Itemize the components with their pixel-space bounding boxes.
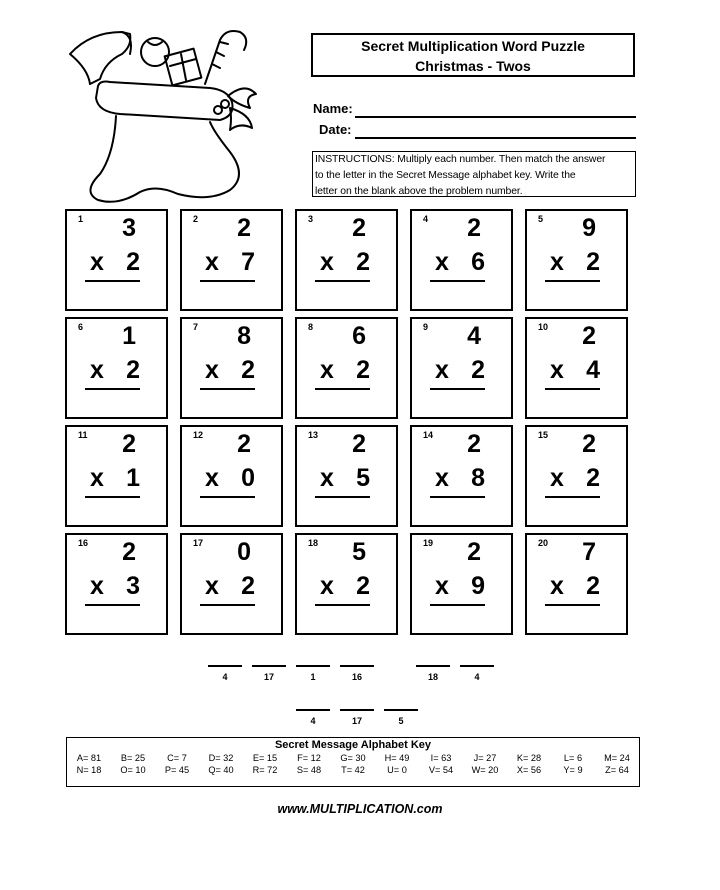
multiply-sign: x	[435, 248, 449, 276]
alphabet-key-entry: Z= 64	[605, 765, 629, 775]
alphabet-key-entry: R= 72	[252, 765, 278, 775]
multiply-sign: x	[205, 356, 219, 384]
problem-multiplicand: 4	[467, 322, 481, 350]
problem-cell[interactable]	[295, 317, 398, 419]
message-blank[interactable]: 17	[340, 709, 374, 726]
problem-number: 18	[308, 538, 319, 548]
instructions-line: to the letter in the Secret Message alphabet key. Write the	[315, 170, 576, 181]
problem-multiplier: 2	[126, 356, 140, 384]
alphabet-key-entry: X= 56	[516, 765, 542, 775]
message-blank[interactable]: 5	[384, 709, 418, 726]
problem-cell[interactable]	[295, 209, 398, 311]
answer-line[interactable]	[200, 280, 255, 282]
multiply-sign: x	[205, 464, 219, 492]
multiply-sign: x	[550, 248, 564, 276]
alphabet-key-entry: G= 30	[340, 753, 366, 763]
problem-cell[interactable]	[525, 317, 628, 419]
answer-line[interactable]	[200, 388, 255, 390]
problem-cell[interactable]	[410, 209, 513, 311]
problem-multiplicand: 2	[352, 430, 366, 458]
problem-multiplicand: 2	[237, 214, 251, 242]
problem-multiplier-row	[320, 248, 370, 277]
problem-number: 1	[78, 214, 84, 224]
problem-multiplier-row	[435, 248, 485, 277]
problem-multiplier: 3	[126, 572, 140, 600]
message-blank[interactable]: 1	[296, 665, 330, 682]
problem-cell[interactable]	[525, 425, 628, 527]
message-blank[interactable]: 4	[296, 709, 330, 726]
problem-multiplier: 2	[586, 572, 600, 600]
multiply-sign: x	[550, 464, 564, 492]
problem-multiplicand: 2	[582, 430, 596, 458]
problem-multiplicand: 9	[582, 214, 596, 242]
date-label: Date:	[319, 122, 352, 137]
message-blanks-line-2	[296, 709, 428, 726]
christmas-stocking-icon	[60, 24, 270, 204]
alphabet-key-entry: N= 18	[76, 765, 102, 775]
alphabet-key-entry: O= 10	[120, 765, 146, 775]
problem-multiplicand: 2	[467, 538, 481, 566]
problem-number: 17	[193, 538, 204, 548]
problem-multiplier-row	[90, 248, 140, 277]
alphabet-key-entry: A= 81	[76, 753, 102, 763]
problem-cell[interactable]	[180, 533, 283, 635]
problem-multiplier: 6	[471, 248, 485, 276]
multiply-sign: x	[435, 356, 449, 384]
alphabet-key-row	[67, 765, 639, 775]
multiply-sign: x	[435, 464, 449, 492]
problem-multiplier: 9	[471, 572, 485, 600]
title-line-1: Secret Multiplication Word Puzzle	[361, 38, 585, 54]
problem-cell[interactable]	[180, 425, 283, 527]
instructions-box	[312, 151, 636, 197]
problem-multiplier-row	[550, 464, 600, 493]
problem-multiplier-row	[205, 464, 255, 493]
problem-number: 8	[308, 322, 314, 332]
problem-number: 12	[193, 430, 204, 440]
problem-multiplicand: 2	[467, 430, 481, 458]
problem-cell[interactable]	[65, 533, 168, 635]
answer-line[interactable]	[430, 496, 485, 498]
answer-line[interactable]	[430, 604, 485, 606]
problem-multiplicand: 2	[467, 214, 481, 242]
alphabet-key	[66, 737, 640, 787]
problem-cell[interactable]	[410, 317, 513, 419]
problem-multiplicand: 2	[582, 322, 596, 350]
problem-multiplier-row	[320, 356, 370, 385]
name-field[interactable]	[355, 104, 636, 118]
problem-cell[interactable]	[525, 209, 628, 311]
multiply-sign: x	[90, 572, 104, 600]
problem-multiplier: 8	[471, 464, 485, 492]
multiply-sign: x	[205, 572, 219, 600]
multiply-sign: x	[90, 248, 104, 276]
problem-multiplicand: 8	[237, 322, 251, 350]
alphabet-key-entry: W= 20	[471, 765, 499, 775]
problem-number: 11	[78, 430, 88, 440]
date-field[interactable]	[355, 125, 636, 139]
problem-multiplier-row	[320, 464, 370, 493]
message-blank[interactable]: 4	[208, 665, 242, 682]
problem-multiplier-row	[90, 464, 140, 493]
alphabet-key-entry: T= 42	[341, 765, 365, 775]
multiply-sign: x	[550, 356, 564, 384]
problem-cell[interactable]	[295, 533, 398, 635]
problem-number: 20	[538, 538, 549, 548]
alphabet-key-entry: K= 28	[516, 753, 542, 763]
problem-multiplicand: 6	[352, 322, 366, 350]
problem-multiplier: 2	[586, 248, 600, 276]
problem-number: 13	[308, 430, 319, 440]
problem-multiplier-row	[435, 572, 485, 601]
problem-multiplier-row	[435, 356, 485, 385]
problem-cell[interactable]	[180, 317, 283, 419]
problem-multiplier: 2	[241, 356, 255, 384]
problem-cell[interactable]	[65, 317, 168, 419]
alphabet-key-entry: P= 45	[164, 765, 190, 775]
alphabet-key-entry: E= 15	[252, 753, 278, 763]
multiply-sign: x	[435, 572, 449, 600]
problem-multiplier: 4	[586, 356, 600, 384]
answer-line[interactable]	[85, 604, 140, 606]
answer-line[interactable]	[200, 604, 255, 606]
problem-multiplicand: 7	[582, 538, 596, 566]
problem-multiplicand: 2	[352, 214, 366, 242]
problem-multiplier: 5	[356, 464, 370, 492]
multiply-sign: x	[320, 464, 334, 492]
answer-line[interactable]	[545, 388, 600, 390]
problem-cell[interactable]	[180, 209, 283, 311]
problem-multiplicand: 3	[122, 214, 136, 242]
name-label: Name:	[313, 101, 353, 116]
multiply-sign: x	[320, 248, 334, 276]
problem-multiplier-row	[550, 572, 600, 601]
answer-line[interactable]	[200, 496, 255, 498]
problem-number: 19	[423, 538, 434, 548]
footer-website: www.MULTIPLICATION.com	[277, 802, 443, 816]
problem-multiplier-row	[550, 248, 600, 277]
problem-number: 4	[423, 214, 429, 224]
problem-multiplier: 2	[126, 248, 140, 276]
alphabet-key-entry: L= 6	[563, 753, 583, 763]
problem-number: 16	[78, 538, 89, 548]
problem-multiplier: 2	[241, 572, 255, 600]
problem-multiplier-row	[435, 464, 485, 493]
answer-line[interactable]	[430, 388, 485, 390]
answer-line[interactable]	[85, 496, 140, 498]
problem-multiplicand: 2	[237, 430, 251, 458]
alphabet-key-entry: H= 49	[384, 753, 410, 763]
alphabet-key-entry: V= 54	[428, 765, 454, 775]
problem-cell[interactable]	[65, 209, 168, 311]
problem-cell[interactable]	[65, 425, 168, 527]
problem-multiplier: 2	[586, 464, 600, 492]
problem-multiplier-row	[90, 356, 140, 385]
problem-multiplier-row	[90, 572, 140, 601]
problem-cell[interactable]	[410, 425, 513, 527]
problem-number: 5	[538, 214, 544, 224]
alphabet-key-entry: I= 63	[430, 753, 452, 763]
problem-multiplicand: 5	[352, 538, 366, 566]
worksheet-title	[311, 33, 635, 77]
problem-cell[interactable]	[295, 425, 398, 527]
problem-cell[interactable]	[525, 533, 628, 635]
problem-number: 14	[423, 430, 434, 440]
problem-multiplicand: 2	[122, 430, 136, 458]
message-blank[interactable]: 18	[416, 665, 450, 682]
answer-line[interactable]	[315, 496, 370, 498]
alphabet-key-entry: F= 12	[297, 753, 321, 763]
answer-line[interactable]	[545, 604, 600, 606]
problem-multiplier: 1	[126, 464, 140, 492]
multiply-sign: x	[320, 356, 334, 384]
alphabet-key-entry: B= 25	[120, 753, 146, 763]
problem-multiplier-row	[205, 572, 255, 601]
alphabet-key-entry: J= 27	[473, 753, 497, 763]
alphabet-key-entry: C= 7	[167, 753, 187, 763]
problem-multiplier-row	[205, 248, 255, 277]
problem-multiplier: 2	[471, 356, 485, 384]
message-blank[interactable]: 16	[340, 665, 374, 682]
problem-grid	[65, 209, 628, 635]
problem-multiplier: 7	[241, 248, 255, 276]
answer-line[interactable]	[85, 388, 140, 390]
multiply-sign: x	[90, 464, 104, 492]
alphabet-key-entry: Y= 9	[563, 765, 583, 775]
alphabet-key-entry: M= 24	[604, 753, 630, 763]
problem-number: 10	[538, 322, 549, 332]
alphabet-key-row	[67, 753, 639, 763]
problem-cell[interactable]	[410, 533, 513, 635]
alphabet-key-title: Secret Message Alphabet Key	[274, 739, 432, 751]
answer-line[interactable]	[315, 280, 370, 282]
message-blanks-line-1	[208, 665, 504, 682]
alphabet-key-entry: Q= 40	[208, 765, 234, 775]
problem-number: 3	[308, 214, 314, 224]
problem-multiplier-row	[550, 356, 600, 385]
problem-number: 7	[193, 322, 199, 332]
problem-number: 6	[78, 322, 84, 332]
problem-multiplier-row	[320, 572, 370, 601]
problem-multiplicand: 2	[122, 538, 136, 566]
problem-number: 9	[423, 322, 429, 332]
problem-multiplier: 2	[356, 248, 370, 276]
problem-multiplier: 0	[241, 464, 255, 492]
instructions-line: letter on the blank above the problem number.	[315, 186, 523, 197]
message-blank[interactable]: 17	[252, 665, 286, 682]
multiply-sign: x	[550, 572, 564, 600]
problem-multiplier-row	[205, 356, 255, 385]
alphabet-key-entry: S= 48	[296, 765, 322, 775]
answer-line[interactable]	[315, 604, 370, 606]
problem-multiplier: 2	[356, 356, 370, 384]
problem-multiplicand: 0	[237, 538, 251, 566]
answer-line[interactable]	[430, 280, 485, 282]
problem-multiplier: 2	[356, 572, 370, 600]
multiply-sign: x	[205, 248, 219, 276]
answer-line[interactable]	[545, 280, 600, 282]
alphabet-key-entry: U= 0	[387, 765, 407, 775]
answer-line[interactable]	[85, 280, 140, 282]
title-line-2: Christmas - Twos	[415, 58, 531, 74]
answer-line[interactable]	[315, 388, 370, 390]
message-blank[interactable]: 4	[460, 665, 494, 682]
problem-number: 2	[193, 214, 199, 224]
problem-multiplicand: 1	[122, 322, 136, 350]
answer-line[interactable]	[545, 496, 600, 498]
alphabet-key-entry: D= 32	[208, 753, 234, 763]
problem-number: 15	[538, 430, 549, 440]
multiply-sign: x	[320, 572, 334, 600]
multiply-sign: x	[90, 356, 104, 384]
instructions-line: INSTRUCTIONS: Multiply each number. Then match the answer	[315, 154, 606, 165]
